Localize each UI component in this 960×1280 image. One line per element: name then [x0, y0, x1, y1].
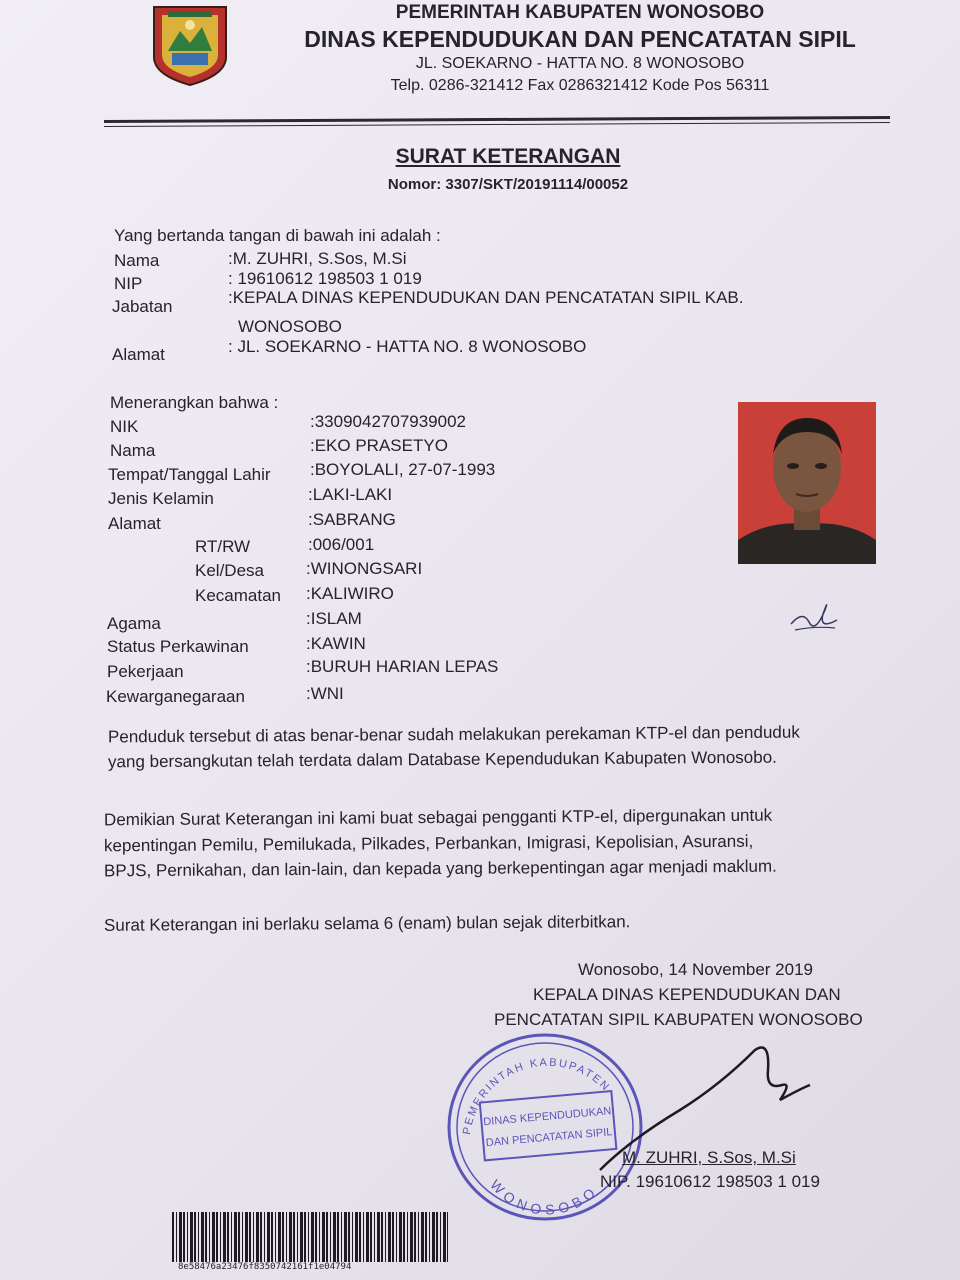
resident-photo [738, 402, 876, 564]
document-title: SURAT KETERANGAN [395, 145, 621, 168]
nik-label: NIK [110, 417, 139, 436]
official-name-value: :M. ZUHRI, S.Sos, M.Si [228, 249, 407, 268]
barcode-text: 8e58476a23476f8350742161f1e04794 [178, 1262, 352, 1272]
name-value: :EKO PRASETYO [310, 436, 448, 455]
header-divider-thin [104, 122, 890, 127]
religion-label: Agama [107, 614, 161, 633]
address-value: :SABRANG [308, 510, 396, 529]
intro-text: Yang bertanda tangan di bawah ini adalah : [114, 226, 441, 245]
nik-value: :3309042707939002 [310, 412, 466, 431]
header-agency-name: DINAS KEPENDUDUKAN DAN PENCATATAN SIPIL [304, 26, 856, 52]
header-government-name: PEMERINTAH KABUPATEN WONOSOBO [395, 2, 765, 23]
signer-name: M. ZUHRI, S.Sos, M.Si [622, 1148, 796, 1167]
paragraph-1-line-2: yang bersangkutan telah terdata dalam Database Kependudukan Kabupaten Wonosobo. [107, 747, 777, 772]
validity-paragraph: Surat Keterangan ini berlaku selama 6 (enam) bulan sejak diterbitkan. [103, 912, 631, 935]
district-value: :KALIWIRO [306, 584, 394, 603]
document-barcode [172, 1212, 448, 1262]
signer-nip: NIP. 19610612 198503 1 019 [600, 1172, 820, 1191]
paraf-signature [785, 590, 845, 640]
stamp-center-line-1: DINAS KEPENDUDUKAN [482, 1105, 612, 1129]
document-number: Nomor: 3307/SKT/20191114/00052 [387, 176, 629, 193]
marital-label: Status Perkawinan [107, 637, 249, 656]
stamp-center-line-2: DAN PENCATATAN SIPIL [485, 1126, 613, 1150]
stamp-ring-bottom: WONOSOBO [487, 1176, 602, 1218]
occupation-label: Pekerjaan [107, 662, 184, 681]
paragraph-1-line-1: Penduduk tersebut di atas benar-benar sudah melakukan perekaman KTP-el dan penduduk [107, 722, 800, 747]
birth-label: Tempat/Tanggal Lahir [108, 465, 271, 484]
official-position-value-cont: WONOSOBO [238, 317, 342, 336]
name-label: Nama [110, 441, 156, 460]
paragraph-2-line-2: kepentingan Pemilu, Pemilukada, Pilkades, Perbankan, Imigrasi, Kepolisian, Asuransi, [103, 831, 754, 856]
header-contact: Telp. 0286-321412 Fax 0286321412 Kode Pos 56311 [390, 77, 770, 94]
district-label: Kecamatan [195, 586, 281, 605]
place-date: Wonosobo, 14 November 2019 [578, 960, 814, 979]
official-address-value: : JL. SOEKARNO - HATTA NO. 8 WONOSOBO [228, 337, 587, 356]
stamp-ring-top: PEMERINTAH KABUPATEN [460, 1056, 613, 1136]
gender-label: Jenis Kelamin [108, 489, 214, 508]
paragraph-2-line-1: Demikian Surat Keterangan ini kami buat sebagai pengganti KTP-el, dipergunakan untuk [103, 805, 773, 830]
address-label: Alamat [108, 514, 161, 533]
official-nip-value: : 19610612 198503 1 019 [228, 269, 422, 288]
village-value: :WINONGSARI [306, 559, 423, 578]
official-position-label: Jabatan [112, 297, 173, 316]
header-address: JL. SOEKARNO - HATTA NO. 8 WONOSOBO [415, 55, 745, 72]
citizenship-label: Kewarganegaraan [106, 687, 245, 706]
official-address-label: Alamat [112, 345, 165, 364]
village-label: Kel/Desa [195, 561, 264, 580]
citizenship-value: :WNI [306, 684, 344, 703]
signer-position-line-1: KEPALA DINAS KEPENDUDUKAN DAN [533, 985, 841, 1004]
rtrw-value: :006/001 [308, 535, 375, 554]
rtrw-label: RT/RW [195, 537, 251, 556]
official-nip-label: NIP [114, 274, 143, 293]
official-position-value: :KEPALA DINAS KEPENDUDUKAN DAN PENCATATAN SIPIL KAB. [228, 288, 744, 307]
marital-value: :KAWIN [306, 634, 366, 653]
official-name-label: Nama [114, 251, 160, 270]
occupation-value: :BURUH HARIAN LEPAS [306, 657, 499, 676]
paragraph-2-line-3: BPJS, Pernikahan, dan lain-lain, dan kepada yang berkepentingan agar menjadi maklum. [103, 856, 777, 881]
gender-value: :LAKI-LAKI [308, 485, 393, 504]
birth-value: :BOYOLALI, 27-07-1993 [310, 460, 496, 479]
religion-value: :ISLAM [306, 609, 362, 628]
states-text: Menerangkan bahwa : [110, 393, 279, 412]
signer-position-line-2: PENCATATAN SIPIL KABUPATEN WONOSOBO [494, 1010, 863, 1029]
